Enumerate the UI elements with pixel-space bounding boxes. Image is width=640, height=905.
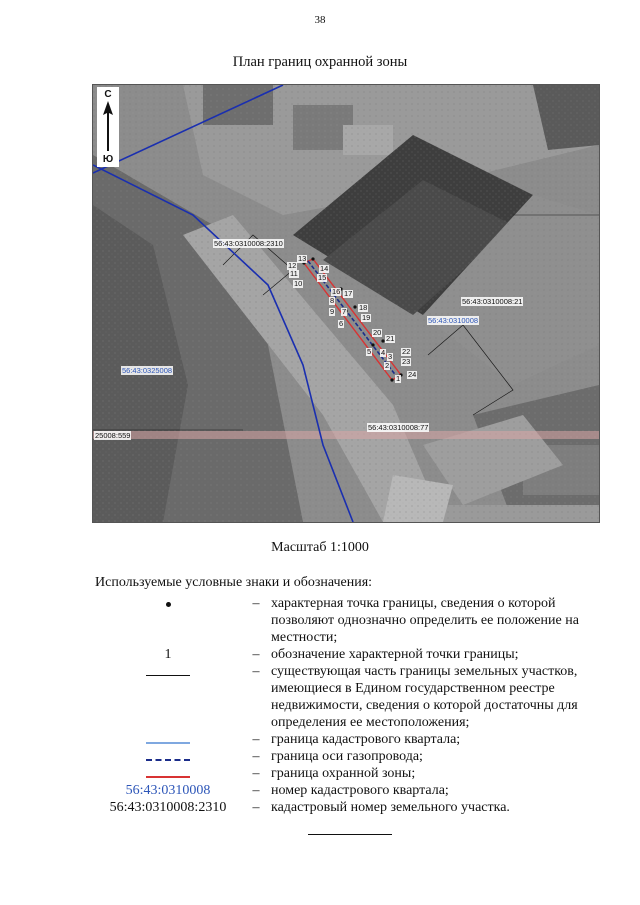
parcel-label-559: 25008:559: [95, 431, 131, 440]
parcel-label-21: 56:43:0310008:21: [462, 297, 523, 306]
point-label-22: 22: [402, 347, 411, 356]
map-view[interactable]: [92, 84, 600, 523]
legend-dash: –: [252, 766, 260, 781]
point-label-13: 13: [298, 254, 307, 263]
point-label-23: 23: [402, 357, 411, 366]
point-label-12: 12: [288, 261, 297, 270]
legend-dash: –: [252, 749, 260, 764]
point-label-18: 18: [359, 303, 368, 312]
point-label-19: 19: [362, 313, 371, 322]
compass-south-label: Ю: [102, 154, 114, 165]
parcel-label-77: 56:43:0310008:77: [368, 423, 429, 432]
legend-symbol-parcel-number: 56:43:0310008:2310: [109, 800, 227, 815]
legend-symbol-quarter-number: 56:43:0310008: [125, 783, 211, 798]
legend-text: кадастровый номер земельного участка.: [271, 800, 510, 815]
red-line-icon: [146, 776, 190, 778]
legend-text: граница охранной зоны;: [271, 766, 416, 781]
point-label-6: 6: [339, 319, 344, 328]
legend-text: граница кадастрового квартала;: [271, 732, 461, 747]
point-label-5: 5: [367, 347, 372, 356]
legend-dash: –: [252, 664, 260, 679]
legend-dash: –: [252, 783, 260, 798]
legend-text: номер кадастрового квартала;: [271, 783, 449, 798]
page-title: План границ охранной зоны: [232, 54, 408, 70]
point-label-4: 4: [381, 348, 386, 357]
legend-dash: –: [252, 800, 260, 815]
parcel-label-2310: 56:43:0310008:2310: [214, 239, 283, 248]
legend-symbol-gas-axis: [95, 748, 241, 765]
legend-text: характерная точка границы, сведения о которой позволяют однозначно определить ее положение на местности;: [271, 596, 579, 645]
legend-symbol-number: 1: [164, 647, 172, 662]
legend-symbol-parcel-boundary: [95, 663, 241, 731]
page-number: 38: [314, 14, 326, 26]
map-scale: Масштаб 1:1000: [271, 540, 369, 555]
legend-symbol-protection-zone: [95, 765, 241, 782]
legend-text: граница оси газопровода;: [271, 749, 423, 764]
legend-row: [95, 646, 605, 663]
point-label-1: 1: [396, 374, 401, 383]
legend: [95, 595, 605, 816]
point-label-3: 3: [388, 352, 393, 361]
legend-dash: –: [252, 647, 260, 662]
north-arrow-icon: [103, 101, 113, 151]
legend-title: Используемые условные знаки и обозначения:: [95, 575, 373, 590]
legend-text: обозначение характерной точки границы;: [271, 647, 519, 662]
legend-row: [95, 748, 605, 765]
legend-text: существующая часть границы земельных участков, имеющиеся в Едином государственном реестре недвижимости, сведения о которой достаточны для определения ее местоположения;: [271, 664, 578, 730]
legend-dash: –: [252, 596, 260, 611]
point-label-2: 2: [385, 361, 390, 370]
legend-row: [95, 595, 605, 646]
point-label-17: 17: [344, 289, 353, 298]
point-label-7: 7: [342, 307, 347, 316]
point-label-20: 20: [373, 328, 382, 337]
point-label-21: 21: [386, 334, 395, 343]
point-label-14: 14: [320, 264, 329, 273]
point-label-15: 15: [318, 273, 327, 282]
compass-north-label: С: [104, 89, 112, 100]
legend-symbol-quarter-boundary: [95, 731, 241, 748]
legend-row: [95, 782, 605, 799]
point-label-11: 11: [290, 269, 298, 278]
north-arrow: [97, 87, 119, 167]
point-label-9: 9: [330, 307, 335, 316]
point-label-24: 24: [408, 370, 417, 379]
dashed-line-icon: [146, 759, 190, 761]
end-divider: [308, 834, 392, 835]
point-label-16: 16: [332, 287, 341, 296]
legend-symbol-point: [95, 595, 241, 646]
point-dot-icon: [166, 602, 171, 607]
point-label-10: 10: [294, 279, 303, 288]
quarter-label-0325008: 56:43:0325008: [122, 366, 173, 375]
quarter-label-0310008: 56:43:0310008: [428, 316, 479, 325]
point-label-8: 8: [330, 296, 335, 305]
legend-row: [95, 799, 605, 816]
black-line-icon: [146, 675, 190, 676]
legend-dash: –: [252, 732, 260, 747]
legend-row: [95, 663, 605, 731]
legend-row: [95, 765, 605, 782]
legend-row: [95, 731, 605, 748]
blue-line-icon: [146, 742, 190, 744]
